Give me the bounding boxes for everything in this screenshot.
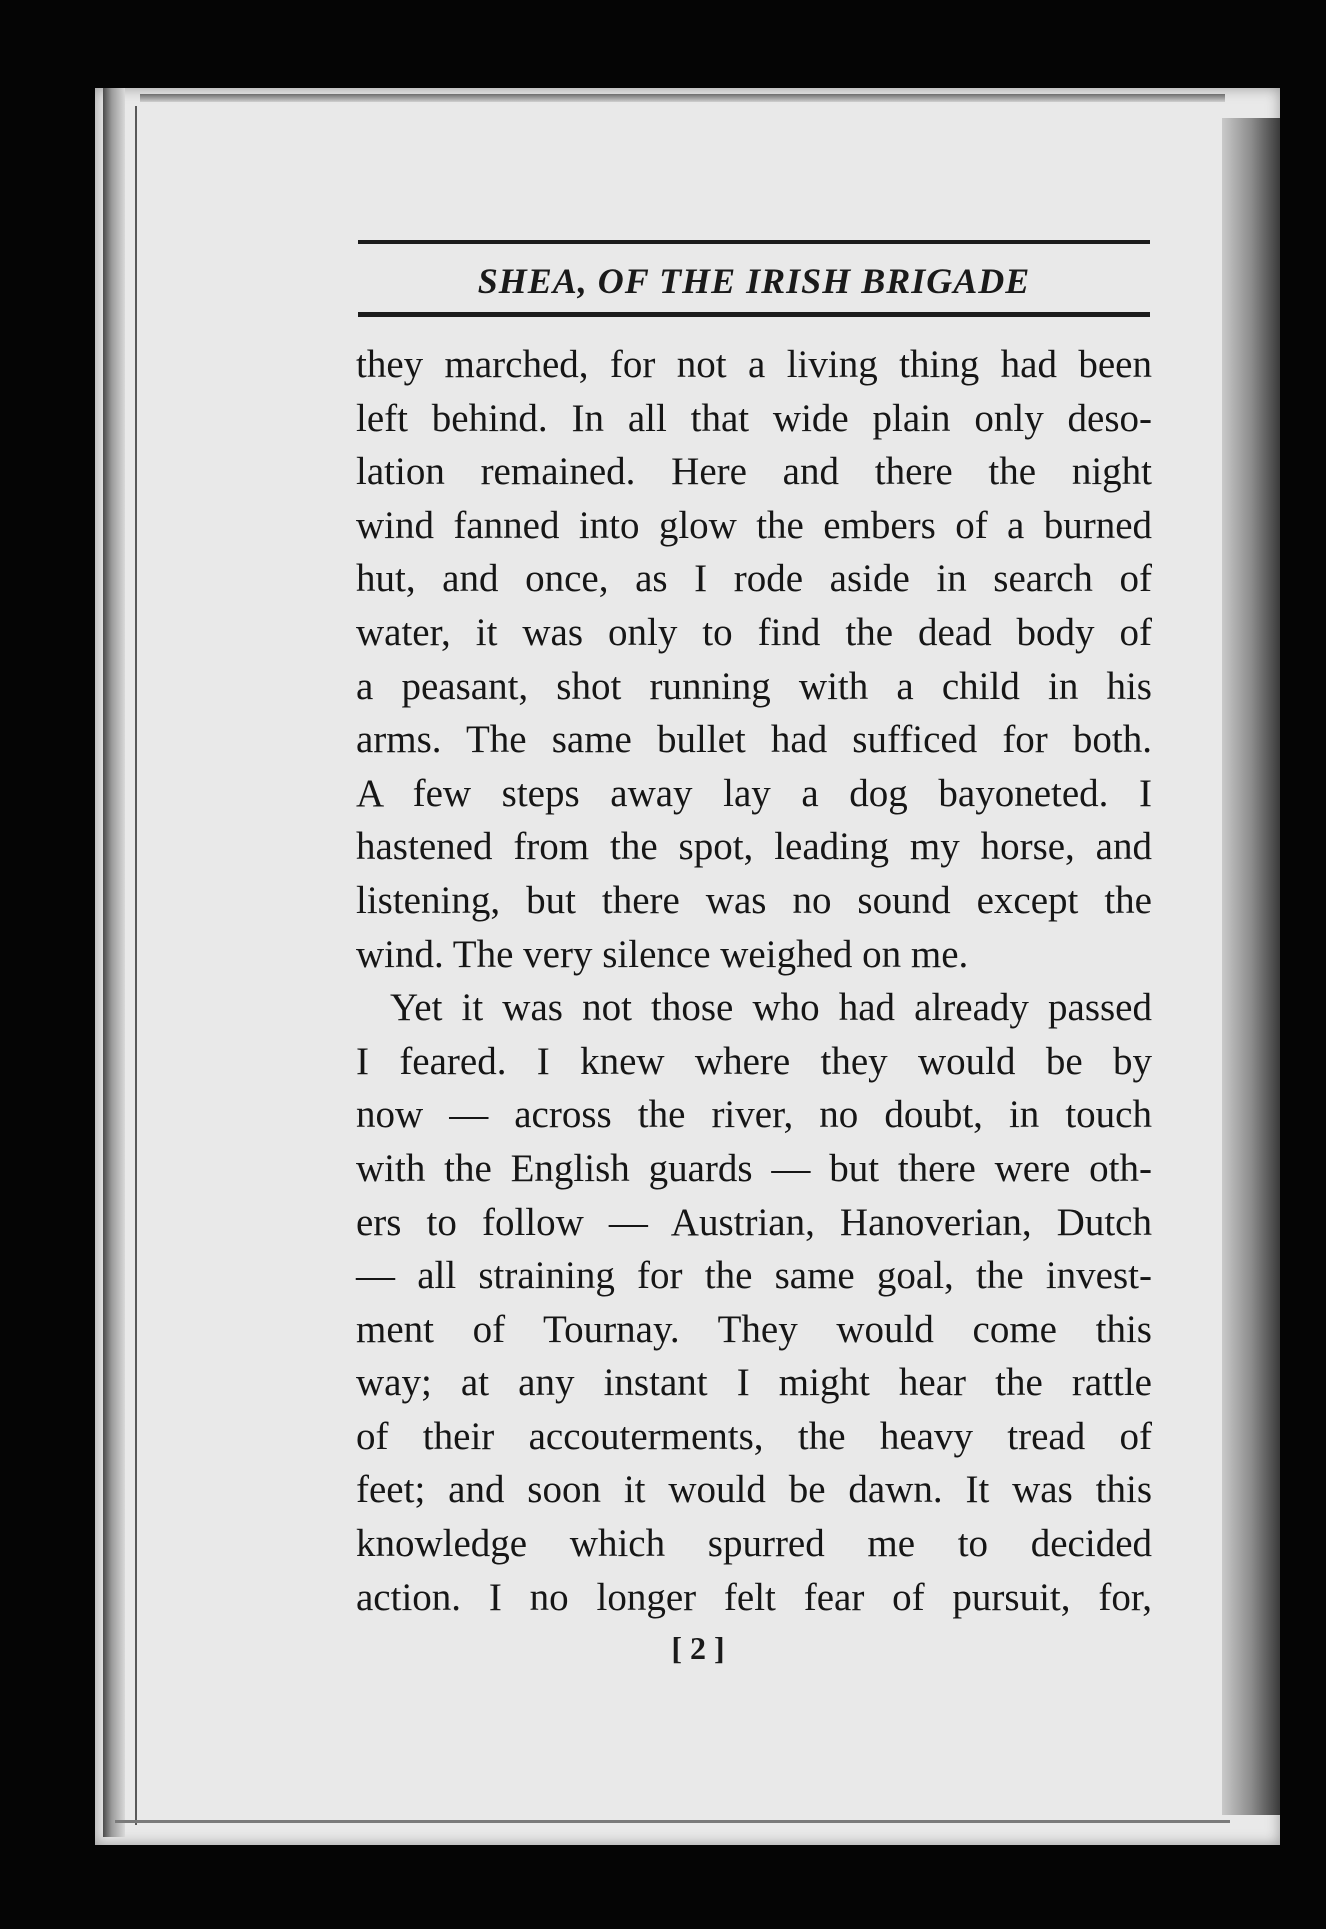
running-head-title: SHEA, OF THE IRISH BRIGADE bbox=[477, 261, 1031, 301]
paragraph bbox=[356, 981, 1152, 1624]
text-line: A few steps away lay a dog bayoneted. I bbox=[356, 771, 1152, 815]
page-edge-shadow-bottom bbox=[115, 1820, 1230, 1823]
page-number: [ 2 ] bbox=[671, 1630, 725, 1666]
text-line: action. I no longer felt fear of pursuit, for, bbox=[356, 1575, 1152, 1619]
text-line: I feared. I knew where they would be by bbox=[356, 1039, 1152, 1083]
text-line: with the English guards — but there were oth- bbox=[356, 1146, 1152, 1190]
paragraph bbox=[356, 338, 1152, 981]
text-line: way; at any instant I might hear the rattle bbox=[356, 1361, 1152, 1405]
text-line: wind fanned into glow the embers of a burned bbox=[356, 503, 1152, 547]
text-line: hut, and once, as I rode aside in search of bbox=[356, 557, 1152, 601]
text-line: Yet it was not those who had already passed bbox=[390, 986, 1152, 1030]
page-edge-shadow-left bbox=[135, 106, 137, 1825]
body-text bbox=[356, 338, 1152, 1624]
text-line: ment of Tournay. They would come this bbox=[356, 1307, 1152, 1351]
header-rule-bottom bbox=[358, 312, 1150, 317]
text-line: now — across the river, no doubt, in touch bbox=[356, 1093, 1152, 1137]
page-gutter-right bbox=[1222, 118, 1280, 1815]
running-head bbox=[358, 240, 1150, 322]
header-rule-top bbox=[358, 240, 1150, 244]
text-line: left behind. In all that wide plain only deso- bbox=[356, 396, 1152, 440]
text-line: of their accouterments, the heavy tread of bbox=[356, 1414, 1152, 1458]
text-line: — all straining for the same goal, the invest- bbox=[356, 1254, 1152, 1298]
text-line: hastened from the spot, leading my horse, and bbox=[356, 825, 1152, 869]
text-line: a peasant, shot running with a child in his bbox=[356, 664, 1152, 708]
text-line: they marched, for not a living thing had been bbox=[356, 343, 1152, 386]
text-line: wind. The very silence weighed on me. bbox=[356, 932, 969, 976]
text-line: ers to follow — Austrian, Hanoverian, Dutch bbox=[356, 1200, 1152, 1244]
text-line: lation remained. Here and there the night bbox=[356, 450, 1152, 494]
text-line: feet; and soon it would be dawn. It was this bbox=[356, 1468, 1152, 1512]
text-line: listening, but there was no sound except the bbox=[356, 878, 1152, 922]
text-line: arms. The same bullet had sufficed for both. bbox=[356, 718, 1152, 762]
text-line: knowledge which spurred me to decided bbox=[356, 1522, 1152, 1566]
text-line: water, it was only to find the dead body of bbox=[356, 610, 1152, 654]
